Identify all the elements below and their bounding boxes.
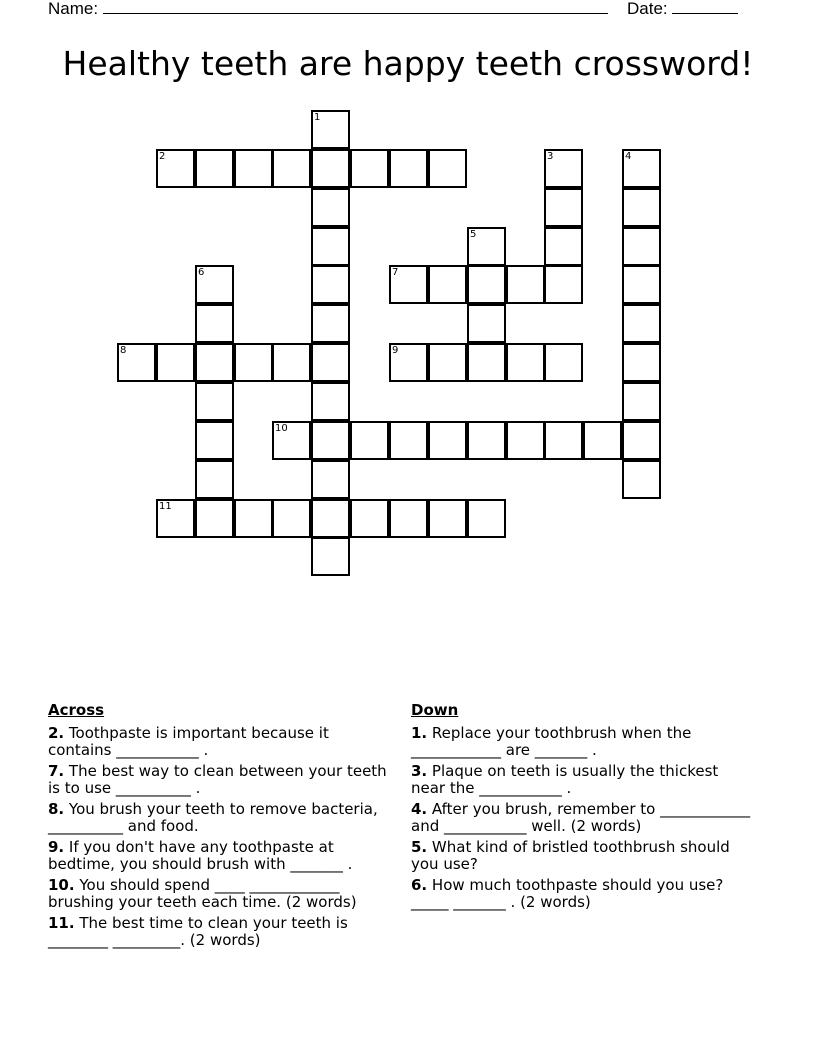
crossword-cell[interactable]	[544, 343, 583, 382]
clue-text: Replace your toothbrush when the ____________ are _______ .	[411, 724, 692, 759]
crossword-cell[interactable]	[311, 304, 350, 343]
crossword-cell[interactable]	[311, 421, 350, 460]
crossword-cell[interactable]	[622, 382, 661, 421]
crossword-cell[interactable]	[544, 227, 583, 266]
clue-num: 10.	[48, 876, 75, 894]
crossword-cell[interactable]	[234, 499, 273, 538]
crossword-cell[interactable]	[428, 265, 467, 304]
clue-number: 6	[198, 267, 205, 278]
crossword-cell[interactable]	[467, 227, 506, 266]
name-label: Name:	[48, 0, 99, 18]
crossword-cell[interactable]	[195, 304, 234, 343]
crossword-cell[interactable]	[428, 421, 467, 460]
crossword-cell[interactable]	[156, 499, 195, 538]
crossword-cell[interactable]	[428, 343, 467, 382]
clue-num: 11.	[48, 914, 75, 932]
clue-text: Plaque on teeth is usually the thickest near the ___________ .	[411, 762, 719, 797]
crossword-cell[interactable]	[195, 343, 234, 382]
crossword-cell[interactable]	[389, 499, 428, 538]
down-heading: Down	[411, 701, 459, 719]
clue-number: 3	[547, 151, 554, 162]
crossword-cell[interactable]	[389, 149, 428, 188]
crossword-cell[interactable]	[311, 110, 350, 149]
crossword-cell[interactable]	[195, 421, 234, 460]
across-clue	[48, 763, 393, 797]
clue-text: You should spend ____ ____________ brushing your teeth each time. (2 words)	[48, 876, 357, 911]
clue-number: 7	[392, 267, 399, 278]
crossword-cell[interactable]	[389, 265, 428, 304]
clue-number: 10	[275, 423, 288, 434]
clue-number: 4	[625, 151, 632, 162]
down-clue	[411, 839, 756, 873]
crossword-cell[interactable]	[622, 149, 661, 188]
crossword-cell[interactable]	[350, 499, 389, 538]
crossword-cell[interactable]	[311, 460, 350, 499]
clue-number: 8	[120, 345, 127, 356]
clue-text: After you brush, remember to ____________ and ___________ well. (2 words)	[411, 800, 751, 835]
crossword-cell[interactable]	[467, 499, 506, 538]
crossword-cell[interactable]	[622, 343, 661, 382]
clue-num: 4.	[411, 800, 428, 818]
date-label: Date:	[627, 0, 668, 18]
crossword-cell[interactable]	[622, 227, 661, 266]
clue-num: 8.	[48, 800, 65, 818]
crossword-cell[interactable]	[311, 537, 350, 576]
across-clue	[48, 801, 393, 835]
crossword-cell[interactable]	[428, 499, 467, 538]
clue-number: 9	[392, 345, 399, 356]
crossword-cell[interactable]	[350, 149, 389, 188]
crossword-cell[interactable]	[311, 227, 350, 266]
down-clue	[411, 725, 756, 759]
crossword-cell[interactable]	[622, 304, 661, 343]
crossword-cell[interactable]	[272, 499, 311, 538]
clue-text: You brush your teeth to remove bacteria, __________ and food.	[48, 800, 378, 835]
clue-text: The best way to clean between your teeth is to use __________ .	[48, 762, 387, 797]
crossword-cell[interactable]	[272, 421, 311, 460]
crossword-cell[interactable]	[234, 343, 273, 382]
clue-num: 2.	[48, 724, 65, 742]
crossword-cell[interactable]	[583, 421, 622, 460]
crossword-cell[interactable]	[622, 265, 661, 304]
crossword-cell[interactable]	[311, 265, 350, 304]
across-clues	[48, 702, 393, 953]
crossword-cell[interactable]	[622, 460, 661, 499]
clue-num: 7.	[48, 762, 65, 780]
clue-num: 1.	[411, 724, 428, 742]
crossword-cell[interactable]	[389, 343, 428, 382]
clue-number: 11	[159, 501, 172, 512]
crossword-cell[interactable]	[311, 382, 350, 421]
crossword-cell[interactable]	[506, 421, 545, 460]
crossword-cell[interactable]	[156, 149, 195, 188]
crossword-cell[interactable]	[272, 149, 311, 188]
crossword-cell[interactable]	[311, 499, 350, 538]
crossword-cell[interactable]	[195, 382, 234, 421]
down-clues	[411, 702, 756, 915]
crossword-cell[interactable]	[622, 188, 661, 227]
crossword-cell[interactable]	[117, 343, 156, 382]
crossword-cell[interactable]	[544, 421, 583, 460]
across-clue	[48, 725, 393, 759]
clue-text: If you don't have any toothpaste at bedtime, you should brush with _______ .	[48, 838, 353, 873]
crossword-cell[interactable]	[428, 149, 467, 188]
clue-text: The best time to clean your teeth is ________ _________. (2 words)	[48, 914, 348, 949]
across-clue	[48, 915, 393, 949]
crossword-cell[interactable]	[156, 343, 195, 382]
crossword-cell[interactable]	[506, 343, 545, 382]
across-clue	[48, 877, 393, 911]
crossword-cell[interactable]	[195, 499, 234, 538]
clue-num: 6.	[411, 876, 428, 894]
crossword-cell[interactable]	[195, 460, 234, 499]
across-heading: Across	[48, 701, 105, 719]
crossword-cell[interactable]	[195, 265, 234, 304]
crossword-cell[interactable]	[389, 421, 428, 460]
crossword-cell[interactable]	[234, 149, 273, 188]
clue-number: 5	[470, 229, 477, 240]
clue-num: 5.	[411, 838, 428, 856]
clue-text: Toothpaste is important because it contains ___________ .	[48, 724, 329, 759]
crossword-cell[interactable]	[272, 343, 311, 382]
crossword-cell[interactable]	[311, 149, 350, 188]
crossword-cell[interactable]	[467, 304, 506, 343]
down-clue	[411, 801, 756, 835]
down-clue	[411, 763, 756, 797]
crossword-cell[interactable]	[467, 343, 506, 382]
crossword-cell[interactable]	[467, 265, 506, 304]
crossword-cell[interactable]	[622, 421, 661, 460]
across-clue	[48, 839, 393, 873]
crossword-cell[interactable]	[544, 188, 583, 227]
clue-num: 3.	[411, 762, 428, 780]
clue-text: How much toothpaste should you use? _____ _______ . (2 words)	[411, 876, 724, 911]
crossword-cell[interactable]	[544, 265, 583, 304]
crossword-cell[interactable]	[195, 149, 234, 188]
clue-number: 2	[159, 151, 166, 162]
down-clue	[411, 877, 756, 911]
clue-number: 1	[314, 112, 321, 123]
clue-text: What kind of bristled toothbrush should you use?	[411, 838, 730, 873]
page-title: Healthy teeth are happy teeth crossword!	[62, 44, 754, 83]
crossword-cell[interactable]	[350, 421, 389, 460]
crossword-cell[interactable]	[311, 343, 350, 382]
crossword-cell[interactable]	[544, 149, 583, 188]
crossword-cell[interactable]	[467, 421, 506, 460]
crossword-cell[interactable]	[506, 265, 545, 304]
crossword-cell[interactable]	[311, 188, 350, 227]
clue-num: 9.	[48, 838, 65, 856]
